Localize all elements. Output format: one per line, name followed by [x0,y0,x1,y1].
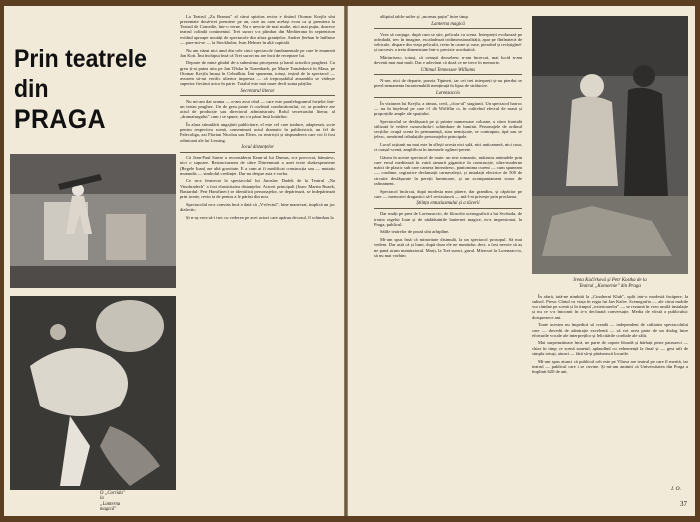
paragraph: Spectacolul m-a convins încă o dată că „V-efectul", bine manevrat, implică un joc dialectic. [180,201,335,212]
page-number: 37 [680,500,687,508]
paragraph: Dar mulți pe prea de Lorenzaccio, de filosofia scenografică a lui Svoboda, de ironia regelui Ioan și de nădăduiniile lanternei magice, m-a impresionat, la Praga, publicul. [374,211,522,227]
author-signature: I. O. [671,486,681,492]
paragraph: Mărturisesc, totuși, că cenușii deosebesc n-am încercat, mai lucid n-am devenit mai mai mult. Dar e adevărat că doză ce ne trece în memorie. [374,54,522,66]
caption-corrida [100,491,178,513]
paragraph: În viziunea lui Krejča, a rămas, cred, „clou-ul" stagiunii. Un spectacol barroc — nu în înțelesul pe care i-l dă Wölfflin ci, în cultivînd efectul de masă și proporțiile ample ale spațiului. [374,100,522,117]
title-line-2: din [14,75,49,103]
paragraph: Spectacolul se desfășoară pe și printre numeroase coloane, a căror frontală stilizată le vedere cunoscîndu-i schimbare de lumină. Personajele de ordinul secțiilor ocupă scena în permanență, stau nemișcate, se contrapun, tipă sau se jelesc, urmărind tribulațiile personajelor principale. [374,118,522,140]
section-heading: Lanterna magică [374,22,522,29]
photo-irena-kacirkova-petr-kostka [532,16,688,274]
right-text-column-2 [532,294,688,484]
paragraph: Ce m-a fermecat la spectacolul lui Jaroslav Dudek de la Teatrul „Na Vinohradech" a fost elasticitatea distanțelor. Actorii principali (Ioan: Martin Ruzek, Bastardul: Petr Haničinec) se identifică personajelor, se depărtează, se îndepărtează prin ironie, revin ia de pentru a le părăsi din nou. [180,178,335,199]
paragraph: Nu am văzut nici anul din cele cinci spectacole fundamentale pe care le enumeră Jan Kott. Îmi închipui însă că Trei surori nu are încă de receptare lui. [180,47,335,58]
paragraph: alîtpital tablo-uriler și „moreau puțin" între timp. [380,14,469,19]
corrida-illustration [10,296,176,490]
paragraph: Mi-am spus însă că minoritate disimulă, la un spectacol prosopul. Să mai vedem. Dar astă că și lumi, după doza ele ne numărăsc deci, a fost nevoie să aș ne pună acum număratorul. Marți, la Trei surori, gurul. Miercuri la Lorenzaccio, să nu mai vorbim [374,237,522,258]
right-text-column-1 [374,14,522,508]
photo-corrida [10,296,176,490]
section-heading: Secretarul literar [180,89,335,96]
paragraph: Locul acțiunii nu mai este în sfîrșit acesta nici sală, nici anticameră, nici casa; ci orașul-scenă, amplificat în imensele oglinzi-perete. [374,142,522,153]
photo-caption-line-1: Irena Kačírková și Petr Kostka de la [573,278,647,283]
photo-lanterna-stage [10,154,176,288]
caption-corrida-line-3: „Lanterna [100,501,121,507]
paragraph: Că Jean-Paul Sartre a reconsiderat Kean-ul lui Dumas, n-a provocat, bănuiesc, nici o supoare. Restructurarea de către Dürrenmatt a unei texte shakespeariene (Regele Ioan) are altă gravitate. E a cum ai fi modificat construcția sau — mutatis mutandis — simbolul credinței. Dar nu despre asta e vorba. [180,155,335,176]
paragraph: Mai surprinzătoare încă, ne parte de capote bloudă și bărbați peste patruzeci — chiar în timp ce scenă sunetul, aplaudînd cu vehemență la final și — gest atît de simplu totuși, atunci — fără să-și părăsească locurile. [532,340,688,356]
paragraph: În afară, iată-ne nimbită la „Cinoherní Klub", oplit intr-o modestă încăpere, la subsol. Piesa: Cîntul cu viața în regia lui Jan Kačer. Scenografia — ale cărui mobile vor rămîne pe scenă și în timpul „exterioarelor" — se rezumă în vreo umilă instalație și nu ce s-a întocmit în tr-o declarată conversație. Media de vîrstă a publicului: doisprezece ani. [532,294,688,320]
paragraph: Mi-am spus atunci că publicul ceh este pe Vltava are teatrul pe care îl merită, iar teatrul — publicul care i se cuvine. Și mi-am amintit că Universitatea din Praga a împlinit 620 de ani. [532,358,688,374]
lanterna-stage-illustration [10,154,176,288]
paragraph: Și n-aș vrea să-i trec cu vederea pe acei actori care apărau decorul, îl schimbau la [186,214,334,220]
right-page [348,6,695,516]
section-heading: Ultimul Tennessee Williams [374,68,522,75]
left-page [4,6,344,516]
title-line-3: PRAGA [14,104,107,134]
paragraph: În afara stimulării angajării publicitare, el este cel care traduce, adaptează, scrie pentru respectiva scenă, comentează actul dramatic în publicistică, un fel de Palecoliga, azi Florian Nicolau sau Elvin, cu restricții și răspunderea care voi fi fost odinioară ale lui Lessing. [180,122,335,143]
left-text-column [180,14,335,508]
paragraph: Departe de mine gîndul de-a subestima priceperea și harul actorilor praghezi. Cu greu ți-ai putea uita pe Jan Tříska în Tuzenbach, pe Marie Tománková în Masa, pe Otomar Krejča însuși în Cebutîkin. Ĭmi spuneam, totuși, ieșind de la spectacol — avusem să-mi verific ulterior impresia — că ireproșabilul ansamblu se vădește superior fiecărui actor în parte. Totalul este mai mare decît suma părților. [180,60,335,87]
section-heading: Jocul distanțelor [180,145,335,152]
photo-caption [532,278,688,290]
article-title [14,44,161,134]
paragraph: Toate acestea nu împedică să creadă — independent de calitatea spectacolului care — dovedit de admirație excelentă — să voi avea parte de un dialog între eforturile vocale ale interpreților și felicitările cordiale ale sălii. [532,322,688,338]
section-heading: Știința entuziasmului și a tăcerii [374,201,522,208]
caption-corrida-line-1: O „Corrida" [100,491,125,496]
paragraph: Spectacol încărcat, după modesta mea părere, dar grandios, și căpăcior pe care — memoriei dragastici să-l revizuiască — mă-l-ai privește prin proclama. [374,188,522,199]
paragraph: N-are, nici de departe, poezia Tipineri, iar cei trei interpreți și-au pierdut se pierd nemanenta încontenabilă menținuță în lipsa de strălucire. [374,77,522,89]
theatre-scene-illustration [532,16,688,274]
paragraph: La Teatrul „Za Branou" al cărui spiritus rector e tînărul Otomar Krejča sînt prezentate două-trei premiere pe an, care au cam același ecou ca și premiera la Teatrul de Comedie, într-o verne. Nu e nevoie de mai multe, nici mai puțin, doarece teatrul colindă continentul. Trei surori s-a plimbat din Mediterana în septentrion evitînd aproape noutăți de spectacole din afara granițelor. Andrei Șerban le întîlnise — pare-mi-se — la Stockholm; Ivan Helmer în altă capitală. [180,14,335,45]
paragraph: Nu mi-am dat seama — n-am avut cînd — care este paralelogramul forțelor într-un teatru praghez. Un de greu poate fi cuvîntul conducătorului, ce, ar pondere are actul de producție sau directorul administrativ. Rolul secretarului literar, al „dramaturgului" cum i se spune, mi s-a părut însă hotărîtor. [180,98,335,120]
caption-corrida-line-2: la [100,496,104,502]
section-heading: Lorenzaccio [374,91,522,98]
paragraph: Sălile teatrelor de proză sînt arhipline. [380,229,450,235]
paragraph: Vrea să conjuge, după cum se știe, pelicula cu scena. Interpreții evoluează pe acîndadă, trec în imagine, escaladează tridimensionalității, apar pe fîntînatecă de vehicule, dispare din viața peliculii, revin în carne și oase, pierzînd și recîștigînd-și succesiv a treia dimensiune într-o precizie acrobatică. [374,31,522,53]
title-line-1: Prin teatrele [14,45,147,73]
photo-caption-line-2: Teatrul „Komornie" din Praga [579,283,641,289]
caption-corrida-line-4: magică" [100,507,117,513]
paragraph: Găsim în aceste spectacol de toate: un text romantic, măiastru animalele prin care eroul meditează în vatră ramurii gigantice în construcție, ultra-moderne mătci de plastic sub care camera întrezăresc, pantomima curent — cum spuneam —, crudime, orgiastice declamații carnavalești, și instalații electrice de 500 de circuite desfășurate în pereții luminoase, și un acompaniament sonor de rafinament. [374,154,522,186]
